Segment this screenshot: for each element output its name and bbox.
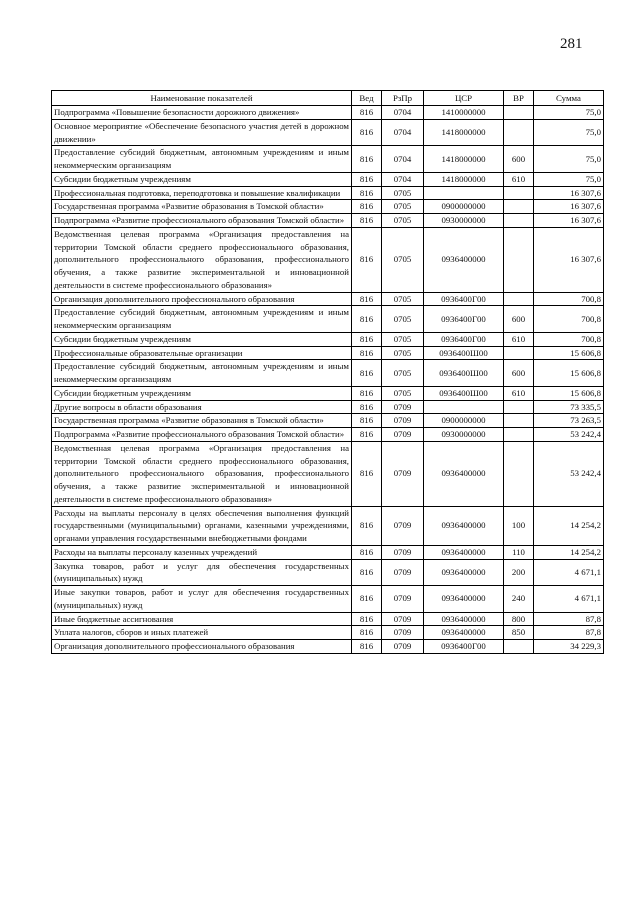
table-row xyxy=(52,292,604,306)
cell-csr: 0936400Ш00 xyxy=(424,386,504,400)
cell-vr xyxy=(504,119,534,146)
cell-name: Иные бюджетные ассигнования xyxy=(52,612,352,626)
cell-rzpr: 0709 xyxy=(382,612,424,626)
cell-ved: 816 xyxy=(352,586,382,613)
cell-ved: 816 xyxy=(352,106,382,120)
cell-csr: 0936400000 xyxy=(424,227,504,292)
cell-rzpr: 0705 xyxy=(382,346,424,360)
cell-name: Организация дополнительного профессионального образования xyxy=(52,640,352,654)
table-row xyxy=(52,400,604,414)
cell-sum: 15 606,8 xyxy=(534,360,604,387)
cell-sum: 75,0 xyxy=(534,146,604,173)
cell-rzpr: 0704 xyxy=(382,146,424,173)
cell-name: Другие вопросы в области образования xyxy=(52,400,352,414)
table-row xyxy=(52,428,604,442)
cell-sum: 73 335,5 xyxy=(534,400,604,414)
cell-ved: 816 xyxy=(352,306,382,333)
table-row xyxy=(52,186,604,200)
cell-csr: 1410000000 xyxy=(424,106,504,120)
cell-name: Предоставление субсидий бюджетным, автономным учреждениям и иным некоммерческим организациям xyxy=(52,360,352,387)
cell-csr: 0900000000 xyxy=(424,200,504,214)
cell-vr xyxy=(504,227,534,292)
cell-csr xyxy=(424,186,504,200)
header-sum: Сумма xyxy=(534,91,604,106)
table-row xyxy=(52,332,604,346)
cell-vr xyxy=(504,640,534,654)
cell-csr: 1418000000 xyxy=(424,172,504,186)
cell-sum: 75,0 xyxy=(534,172,604,186)
cell-sum: 16 307,6 xyxy=(534,214,604,228)
cell-csr: 0930000000 xyxy=(424,214,504,228)
header-name: Наименование показателей xyxy=(52,91,352,106)
table-row xyxy=(52,612,604,626)
header-rzpr: РзПр xyxy=(382,91,424,106)
table-header-row xyxy=(52,91,604,106)
cell-name: Ведомственная целевая программа «Организация предоставления на территории Томской области среднего профессионального образования, дополнительного профессионального образования, профессионального обучения, а также развитие экспериментальной и инновационной деятельности в системе профессионального образования» xyxy=(52,441,352,506)
cell-vr xyxy=(504,414,534,428)
cell-rzpr: 0709 xyxy=(382,441,424,506)
cell-vr: 600 xyxy=(504,360,534,387)
cell-ved: 816 xyxy=(352,414,382,428)
cell-name: Закупка товаров, работ и услуг для обеспечения государственных (муниципальных) нужд xyxy=(52,559,352,586)
cell-csr xyxy=(424,400,504,414)
cell-csr: 0936400000 xyxy=(424,612,504,626)
cell-name: Предоставление субсидий бюджетным, автономным учреждениям и иным некоммерческим организациям xyxy=(52,146,352,173)
cell-rzpr: 0705 xyxy=(382,386,424,400)
cell-name: Субсидии бюджетным учреждениям xyxy=(52,386,352,400)
cell-csr: 0936400000 xyxy=(424,586,504,613)
cell-name: Государственная программа «Развитие образования в Томской области» xyxy=(52,414,352,428)
cell-ved: 816 xyxy=(352,559,382,586)
cell-sum: 700,8 xyxy=(534,332,604,346)
cell-vr xyxy=(504,186,534,200)
cell-name: Расходы на выплаты персоналу казенных учреждений xyxy=(52,545,352,559)
cell-vr: 200 xyxy=(504,559,534,586)
cell-csr: 0936400000 xyxy=(424,626,504,640)
cell-vr xyxy=(504,428,534,442)
cell-ved: 816 xyxy=(352,441,382,506)
cell-csr: 0930000000 xyxy=(424,428,504,442)
cell-ved: 816 xyxy=(352,640,382,654)
cell-rzpr: 0705 xyxy=(382,227,424,292)
table-row xyxy=(52,146,604,173)
cell-name: Предоставление субсидий бюджетным, автономным учреждениям и иным некоммерческим организациям xyxy=(52,306,352,333)
cell-sum: 53 242,4 xyxy=(534,428,604,442)
cell-name: Подпрограмма «Развитие профессионального образования Томской области» xyxy=(52,428,352,442)
cell-sum: 75,0 xyxy=(534,106,604,120)
cell-sum: 87,8 xyxy=(534,612,604,626)
cell-rzpr: 0709 xyxy=(382,586,424,613)
cell-ved: 816 xyxy=(352,400,382,414)
cell-sum: 87,8 xyxy=(534,626,604,640)
cell-csr: 0936400Г00 xyxy=(424,640,504,654)
table-row xyxy=(52,414,604,428)
cell-rzpr: 0705 xyxy=(382,360,424,387)
cell-name: Подпрограмма «Повышение безопасности дорожного движения» xyxy=(52,106,352,120)
cell-rzpr: 0709 xyxy=(382,428,424,442)
cell-vr xyxy=(504,400,534,414)
cell-csr: 0936400Ш00 xyxy=(424,346,504,360)
cell-vr: 610 xyxy=(504,172,534,186)
cell-rzpr: 0705 xyxy=(382,186,424,200)
table-row xyxy=(52,346,604,360)
cell-rzpr: 0704 xyxy=(382,106,424,120)
table-row xyxy=(52,626,604,640)
cell-name: Государственная программа «Развитие образования в Томской области» xyxy=(52,200,352,214)
table-body xyxy=(52,106,604,654)
cell-vr: 800 xyxy=(504,612,534,626)
cell-sum: 16 307,6 xyxy=(534,227,604,292)
cell-name: Профессиональная подготовка, переподготовка и повышение квалификации xyxy=(52,186,352,200)
cell-ved: 816 xyxy=(352,186,382,200)
cell-ved: 816 xyxy=(352,386,382,400)
cell-csr: 0936400000 xyxy=(424,559,504,586)
cell-csr: 1418000000 xyxy=(424,146,504,173)
cell-name: Подпрограмма «Развитие профессионального образования Томской области» xyxy=(52,214,352,228)
cell-vr xyxy=(504,292,534,306)
cell-rzpr: 0709 xyxy=(382,414,424,428)
page-number: 281 xyxy=(560,36,583,52)
cell-rzpr: 0709 xyxy=(382,626,424,640)
cell-ved: 816 xyxy=(352,200,382,214)
cell-vr: 850 xyxy=(504,626,534,640)
cell-sum: 15 606,8 xyxy=(534,346,604,360)
cell-csr: 0936400000 xyxy=(424,506,504,545)
cell-vr xyxy=(504,200,534,214)
table-row xyxy=(52,306,604,333)
cell-sum: 34 229,3 xyxy=(534,640,604,654)
cell-csr: 0936400000 xyxy=(424,545,504,559)
table-row xyxy=(52,200,604,214)
header-csr: ЦСР xyxy=(424,91,504,106)
cell-rzpr: 0709 xyxy=(382,559,424,586)
cell-csr: 0936400Г00 xyxy=(424,292,504,306)
cell-rzpr: 0705 xyxy=(382,214,424,228)
table-row xyxy=(52,545,604,559)
cell-vr: 610 xyxy=(504,332,534,346)
cell-sum: 14 254,2 xyxy=(534,506,604,545)
cell-ved: 816 xyxy=(352,332,382,346)
table-row xyxy=(52,106,604,120)
header-ved: Вед xyxy=(352,91,382,106)
cell-sum: 16 307,6 xyxy=(534,186,604,200)
cell-csr: 0900000000 xyxy=(424,414,504,428)
cell-sum: 700,8 xyxy=(534,292,604,306)
cell-rzpr: 0709 xyxy=(382,545,424,559)
cell-ved: 816 xyxy=(352,506,382,545)
cell-rzpr: 0705 xyxy=(382,292,424,306)
cell-vr: 610 xyxy=(504,386,534,400)
cell-sum: 73 263,5 xyxy=(534,414,604,428)
cell-vr xyxy=(504,106,534,120)
cell-vr xyxy=(504,441,534,506)
cell-sum: 4 671,1 xyxy=(534,559,604,586)
cell-sum: 16 307,6 xyxy=(534,200,604,214)
cell-ved: 816 xyxy=(352,612,382,626)
table-row xyxy=(52,172,604,186)
cell-ved: 816 xyxy=(352,227,382,292)
cell-ved: 816 xyxy=(352,119,382,146)
cell-vr xyxy=(504,346,534,360)
cell-vr: 100 xyxy=(504,506,534,545)
cell-rzpr: 0705 xyxy=(382,200,424,214)
cell-sum: 4 671,1 xyxy=(534,586,604,613)
cell-name: Уплата налогов, сборов и иных платежей xyxy=(52,626,352,640)
cell-rzpr: 0709 xyxy=(382,640,424,654)
table-row xyxy=(52,227,604,292)
cell-rzpr: 0704 xyxy=(382,172,424,186)
cell-ved: 816 xyxy=(352,545,382,559)
cell-csr: 0936400000 xyxy=(424,441,504,506)
table-row xyxy=(52,506,604,545)
cell-name: Иные закупки товаров, работ и услуг для обеспечения государственных (муниципальных) нужд xyxy=(52,586,352,613)
cell-ved: 816 xyxy=(352,626,382,640)
table-row xyxy=(52,214,604,228)
table-row xyxy=(52,559,604,586)
cell-csr: 1418000000 xyxy=(424,119,504,146)
cell-vr xyxy=(504,214,534,228)
cell-vr: 110 xyxy=(504,545,534,559)
table-row xyxy=(52,441,604,506)
cell-ved: 816 xyxy=(352,146,382,173)
cell-rzpr: 0704 xyxy=(382,119,424,146)
cell-sum: 14 254,2 xyxy=(534,545,604,559)
table-row xyxy=(52,386,604,400)
table-row xyxy=(52,586,604,613)
cell-vr: 600 xyxy=(504,146,534,173)
cell-ved: 816 xyxy=(352,172,382,186)
cell-name: Расходы на выплаты персоналу в целях обеспечения выполнения функций государственными (муниципальными) органами, казенными учреждениями, органами управления государственными внебюджетными фондами xyxy=(52,506,352,545)
cell-ved: 816 xyxy=(352,360,382,387)
budget-table xyxy=(51,90,604,654)
cell-rzpr: 0705 xyxy=(382,332,424,346)
cell-name: Организация дополнительного профессионального образования xyxy=(52,292,352,306)
cell-vr: 240 xyxy=(504,586,534,613)
cell-sum: 700,8 xyxy=(534,306,604,333)
cell-csr: 0936400Ш00 xyxy=(424,360,504,387)
cell-csr: 0936400Г00 xyxy=(424,332,504,346)
cell-rzpr: 0705 xyxy=(382,306,424,333)
cell-vr: 600 xyxy=(504,306,534,333)
cell-rzpr: 0709 xyxy=(382,400,424,414)
cell-ved: 816 xyxy=(352,346,382,360)
cell-rzpr: 0709 xyxy=(382,506,424,545)
cell-name: Субсидии бюджетным учреждениям xyxy=(52,172,352,186)
header-vr: ВР xyxy=(504,91,534,106)
cell-ved: 816 xyxy=(352,428,382,442)
cell-ved: 816 xyxy=(352,292,382,306)
cell-name: Ведомственная целевая программа «Организация предоставления на территории Томской области среднего профессионального образования, дополнительного профессионального образования, профессионального обучения, а также развитие экспериментальной и инновационной деятельности в системе профессионального образования» xyxy=(52,227,352,292)
cell-sum: 53 242,4 xyxy=(534,441,604,506)
cell-sum: 75,0 xyxy=(534,119,604,146)
cell-name: Основное мероприятие «Обеспечение безопасного участия детей в дорожном движении» xyxy=(52,119,352,146)
table-row xyxy=(52,119,604,146)
cell-name: Профессиональные образовательные организации xyxy=(52,346,352,360)
cell-csr: 0936400Г00 xyxy=(424,306,504,333)
cell-name: Субсидии бюджетным учреждениям xyxy=(52,332,352,346)
table-row xyxy=(52,640,604,654)
cell-sum: 15 606,8 xyxy=(534,386,604,400)
table-row xyxy=(52,360,604,387)
cell-ved: 816 xyxy=(352,214,382,228)
